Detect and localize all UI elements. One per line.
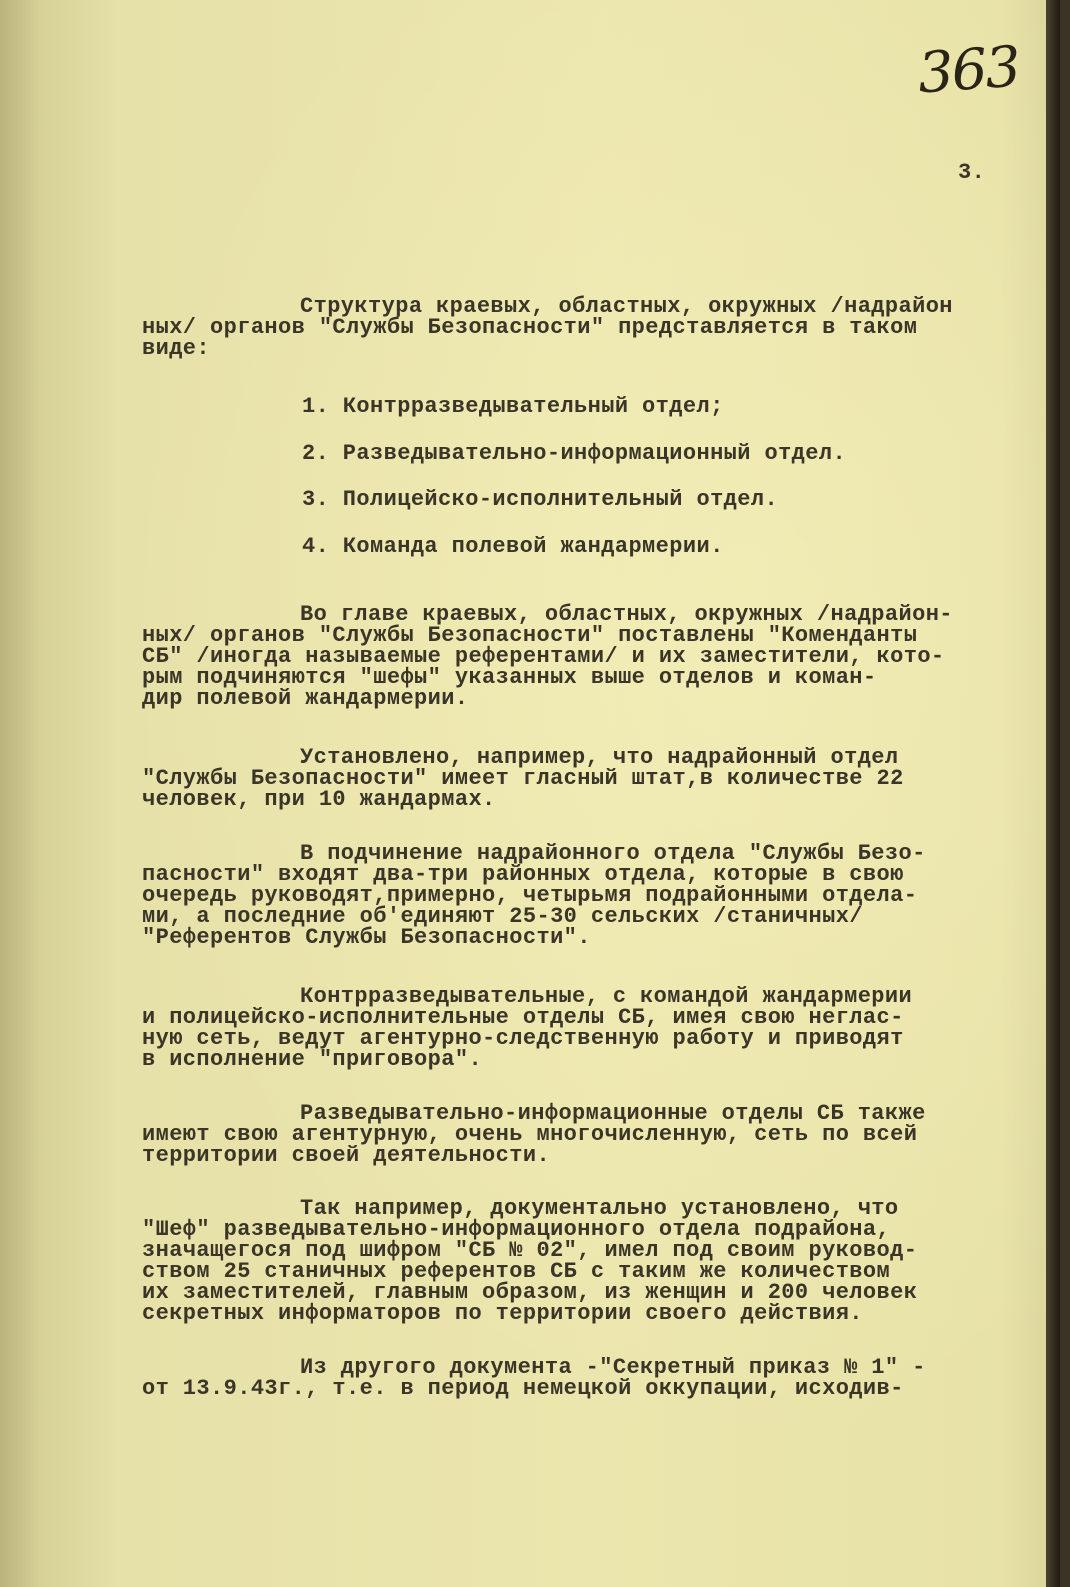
text-line: Установлено, например, что надрайонный отдел	[300, 745, 899, 770]
intro-paragraph	[142, 296, 1042, 359]
text-line: Во главе краевых, областных, окружных /надрайон-	[300, 602, 953, 627]
paragraph-example	[142, 1198, 1042, 1324]
text-line: очередь руководят,примерно, четырьмя подрайонными отдела-	[142, 883, 918, 908]
list-item: 2. Разведывательно-информационный отдел.	[302, 441, 847, 466]
paragraph-secret-order	[142, 1357, 1042, 1399]
text-line: Контрразведывательные, с командой жандармерии	[300, 984, 913, 1009]
text-line: Так например, документально установлено, что	[300, 1196, 899, 1221]
page-number: 3.	[958, 160, 986, 185]
text-line: ную сеть, ведут агентурно-следственную работу и приводят	[142, 1026, 904, 1051]
text-line: ных/ органов "Службы Безопасности" представляется в таком	[142, 315, 918, 340]
text-line: в исполнение "приговора".	[142, 1047, 483, 1072]
text-line: рым подчиняются "шефы" указанных выше отделов и коман-	[142, 665, 877, 690]
text-line: виде:	[142, 336, 211, 361]
text-line: пасности" входят два-три районных отдела, которые в свою	[142, 862, 904, 887]
paragraph-subordination	[142, 843, 1042, 948]
text-line: "Референтов Службы Безопасности".	[142, 925, 591, 950]
text-line: ством 25 станичных референтов СБ с таким же количеством	[142, 1259, 891, 1284]
list-item: 1. Контрразведывательный отдел;	[302, 394, 724, 419]
text-line: значащегося под шифром "СБ № 02", имел под своим руковод-	[142, 1238, 918, 1263]
list-item: 3. Полицейско-исполнительный отдел.	[302, 487, 779, 512]
text-line: Из другого документа -"Секретный приказ № 1" -	[300, 1355, 926, 1380]
text-line: "Службы Безопасности" имеет гласный штат,в количестве 22	[142, 766, 904, 791]
text-line: "Шеф" разведывательно-информационного отдела подрайона,	[142, 1217, 891, 1242]
text-line: ных/ органов "Службы Безопасности" поставлены "Коменданты	[142, 623, 918, 648]
text-line: В подчинение надрайонного отдела "Службы Безо-	[300, 841, 926, 866]
paragraph-leadership	[142, 604, 1042, 709]
text-line: человек, при 10 жандармах.	[142, 787, 496, 812]
text-line: СБ" /иногда называемые референтами/ и их заместители, кото-	[142, 644, 945, 669]
text-line: их заместителей, главным образом, из женщин и 200 человек	[142, 1280, 918, 1305]
paragraph-staff	[142, 747, 1042, 810]
handwritten-folio-number: 363	[915, 34, 1022, 107]
text-line: территории своей деятельности.	[142, 1143, 551, 1168]
paragraph-counterintelligence	[142, 986, 1042, 1070]
page-edge-shadow	[1046, 0, 1060, 1587]
text-line: ми, а последние об'единяют 25-30 сельских /станичных/	[142, 904, 863, 929]
text-line: Разведывательно-информационные отделы СБ также	[300, 1101, 926, 1126]
text-line: имеют свою агентурную, очень многочисленную, сеть по всей	[142, 1122, 918, 1147]
list-item: 4. Команда полевой жандармерии.	[302, 534, 724, 559]
paragraph-intelligence	[142, 1103, 1042, 1166]
text-line: дир полевой жандармерии.	[142, 686, 469, 711]
text-line: Структура краевых, областных, окружных /надрайон	[300, 294, 953, 319]
text-line: и полицейско-исполнительные отделы СБ, имея свою неглас-	[142, 1005, 904, 1030]
text-line: секретных информаторов по территории своего действия.	[142, 1301, 863, 1326]
text-line: от 13.9.43г., т.е. в период немецкой оккупации, исходив-	[142, 1376, 904, 1401]
